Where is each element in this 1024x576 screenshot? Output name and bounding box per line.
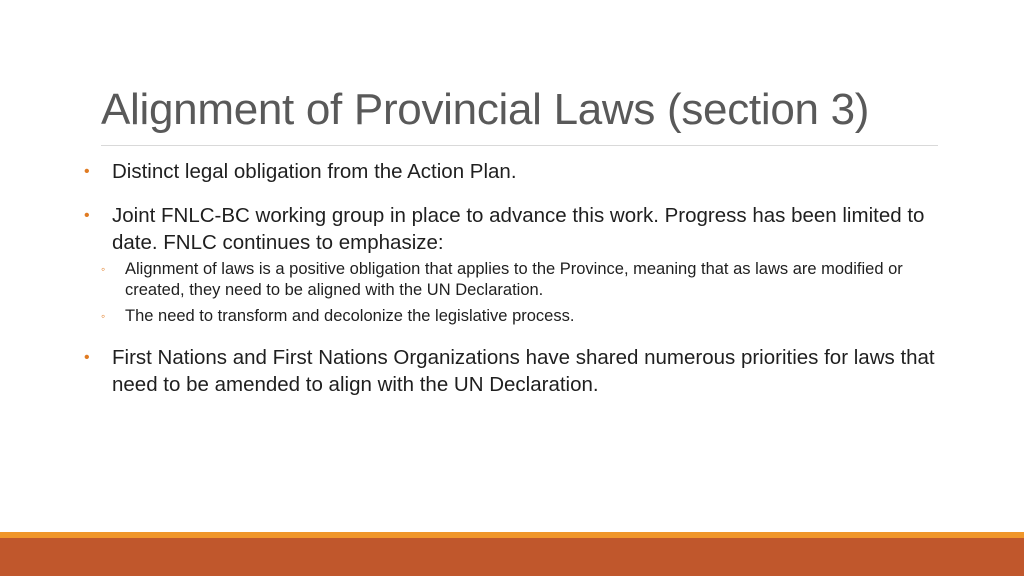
- bullet-item: [84, 158, 944, 185]
- bullet-dot-icon: •: [84, 163, 90, 180]
- sub-bullet-circle-icon: ◦: [101, 309, 106, 323]
- sub-bullet-item: [84, 259, 944, 301]
- sub-bullet-text: Alignment of laws is a positive obligation that applies to the Province, meaning that as laws are modified or created, they need to be aligned with the UN Declaration.: [125, 260, 903, 299]
- bullet-text: Distinct legal obligation from the Action Plan.: [112, 160, 517, 183]
- bullet-list: [84, 158, 944, 398]
- footer-band: [0, 538, 1024, 576]
- bullet-dot-icon: •: [84, 207, 90, 224]
- bullet-item: [84, 202, 944, 256]
- bullet-dot-icon: •: [84, 349, 90, 366]
- bullet-item: [84, 344, 944, 398]
- slide-title: Alignment of Provincial Laws (section 3): [101, 85, 870, 134]
- sub-bullet-text: The need to transform and decolonize the legislative process.: [125, 307, 575, 325]
- sub-bullet-item: [84, 306, 944, 327]
- bullet-text: Joint FNLC-BC working group in place to advance this work. Progress has been limited to date. FNLC continues to emphasize:: [112, 204, 925, 254]
- title-divider: [101, 145, 938, 146]
- sub-bullet-list: [84, 259, 944, 327]
- bullet-text: First Nations and First Nations Organizations have shared numerous priorities for laws that need to be amended to align with the UN Declaration.: [112, 346, 935, 396]
- sub-bullet-circle-icon: ◦: [101, 262, 106, 276]
